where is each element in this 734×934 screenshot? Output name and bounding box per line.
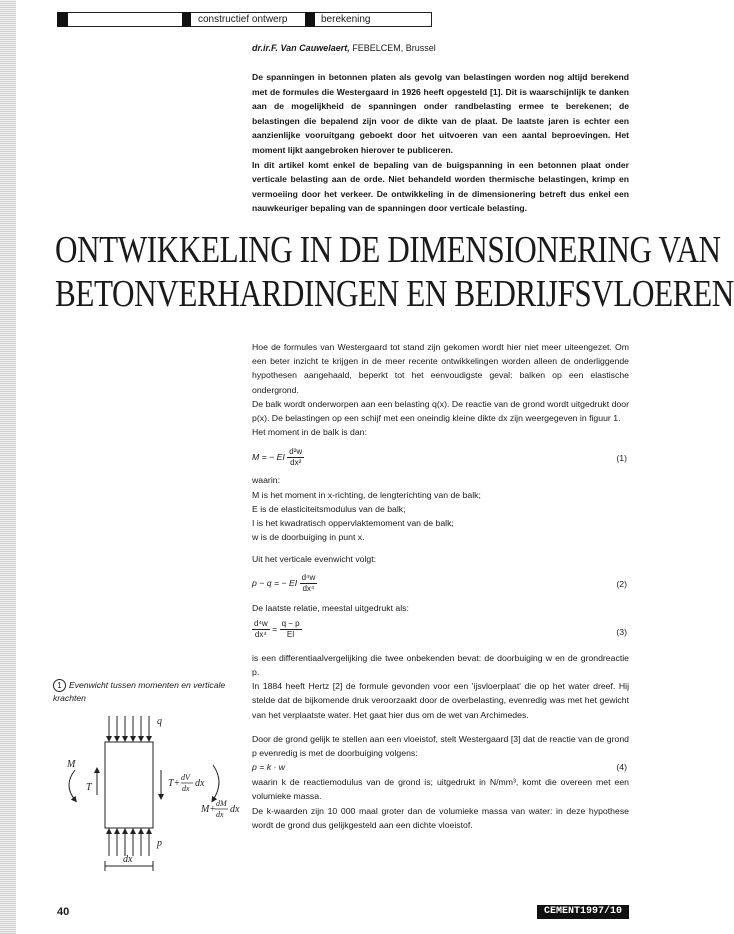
- label-p: p: [157, 838, 162, 849]
- moment-arrow-right: [213, 765, 219, 800]
- definition-item: E is de elasticiteitsmodulus van de balk;: [252, 503, 406, 514]
- section-header-bar: [57, 12, 432, 27]
- definition-item: w is de doorbuiging in punt x.: [252, 532, 365, 543]
- label-dx: dx: [195, 778, 205, 789]
- body-paragraph: In 1884 heeft Hertz [2] de formule gevonden voor een 'ijsvloerplaat' die op het water dreef. Hij stelde dat de bijkomende druk veroorzaakt door de overbelasting, evenredig was met het gewicht van het verplaatste water. Het gaat hier dus om de wet van Archimedes.: [252, 681, 629, 720]
- figure-caption-text: Evenwicht tussen momenten en verticale krachten: [53, 680, 226, 703]
- equation-equals: =: [272, 623, 278, 634]
- equation-numerator: q − p: [281, 618, 300, 628]
- intro-paragraph: De spanningen in betonnen platen als gevolg van belastingen worden nog altijd berekend met de formules die Westergaard in 1926 heeft opgesteld [1]. Dit is waarschijnlijk te danken aan de mogelijkheid de spanningen onder randbelasting ermee te berekenen; de belastingen die bepalend zijn voor de dikte van de plaat. De laatste jaren is echter een aanzienlijke vooruitgang geboekt door het uitvoeren van een aantal beproevingen. Het moment lijkt aangebroken hierover te publiceren.: [252, 72, 629, 155]
- header-block: [182, 12, 191, 27]
- equation-denominator: EI: [286, 629, 295, 639]
- label-dx: dx: [230, 804, 240, 815]
- figure-caption: [53, 679, 243, 705]
- equation-denominator: dx⁴: [254, 629, 267, 639]
- reaction-arrows-p: [109, 831, 149, 856]
- definition-item: I is het kwadratisch oppervlaktemoment van de balk;: [252, 518, 454, 529]
- figure-number: 1: [53, 679, 66, 692]
- equation-2: [252, 567, 629, 601]
- definition-item: M is het moment in x-richting, de lengterichting van de balk;: [252, 489, 481, 500]
- author-line: [252, 43, 436, 53]
- equation-numerator: d⁴w: [254, 618, 268, 628]
- equation-denominator: dx⁴: [302, 583, 315, 593]
- intro-paragraph: In dit artikel komt enkel de bepaling van de buigspanning in een betonnen plaat onder verticale belasting aan de orde. Niet behandeld worden thermische belastingen, krimp en vermoeiing door het verkeer. De ontwikkeling in de dimensionering betreft dus enkel een nauwkeuriger bepaling van de spanningen door verticale belasting.: [252, 159, 629, 214]
- header-section-1: constructief ontwerp: [198, 14, 288, 25]
- header-block: [305, 12, 315, 27]
- body-paragraph: Hoe de formules van Westergaard tot stand zijn gekomen wordt hier niet meer uiteengezet. Om een beter inzicht te krijgen in de meer recente ontwikkelingen worden alleen de onderliggende hypothesen aangehaald, beperkt tot het eenvoudigste geval: balken op een elastische ondergrond.: [252, 342, 629, 395]
- body-paragraph: is een differentiaalvergelijking die twee onbekenden bevat: de doorbuiging w en de grondreactie p.: [252, 652, 629, 678]
- equation-numerator: d⁴w: [301, 572, 316, 582]
- label-dM: dM: [216, 799, 227, 808]
- article-title-line: ONTWIKKELING IN DE DIMENSIONERING VAN: [55, 229, 721, 271]
- definitions-list: [252, 488, 629, 545]
- label-dx: dx: [216, 810, 224, 819]
- body-paragraph: Door de grond gelijk te stellen aan een vloeistof, stelt Westergaard [3] dat de reactie van de grond p evenredig is met de doorbuiging volgens:: [252, 733, 629, 759]
- label-M-plus: M+: [201, 804, 217, 815]
- equation-number: (1): [616, 453, 627, 464]
- magazine-issue-badge: CEMENT1997/10: [537, 905, 629, 919]
- equation-1: [252, 439, 629, 473]
- page-edge-texture: [0, 0, 16, 934]
- body-paragraph: waarin k de reactiemodulus van de grond is; uitgedrukt in N/mm³, komt die overeen met een volumieke massa.: [252, 777, 629, 802]
- article-body: [252, 340, 629, 832]
- equation-3: [252, 615, 629, 651]
- figure-beam-diagram: [55, 710, 245, 880]
- label-q: q: [157, 716, 162, 727]
- author-affiliation: FEBELCEM, Brussel: [352, 43, 436, 53]
- label-dx: dx: [182, 784, 190, 793]
- equation-number: (2): [616, 578, 627, 589]
- body-paragraph: De balk wordt onderworpen aan een belasting q(x). De reactie van de grond wordt uitgedrukt door p(x). De belastingen op een schijf met een oneindig kleine dikte dx zijn weergegeven in figuur 1.: [252, 398, 629, 424]
- body-paragraph: De k-waarden zijn 10 000 maal groter dan de volumieke massa van water: in deze hypothese wordt de grond dus gelijkgesteld aan een dichte vloeistof.: [252, 805, 629, 830]
- label-T-plus: T+: [168, 778, 181, 789]
- load-arrows-q: [109, 716, 149, 739]
- equation-denominator: dx²: [290, 458, 302, 468]
- header-section-2: berekening: [321, 14, 371, 25]
- equation-numerator: d²w: [289, 447, 303, 457]
- body-paragraph: waarin:: [252, 475, 281, 486]
- equation-lhs: M = − EI: [252, 452, 285, 463]
- body-paragraph: Het moment in de balk is dan:: [252, 427, 367, 438]
- equation-number: (3): [616, 626, 627, 637]
- equation-4: [252, 760, 629, 775]
- author-name: dr.ir.F. Van Cauwelaert,: [252, 43, 350, 53]
- page-number: 40: [57, 906, 70, 918]
- moment-arrow-left: [69, 770, 75, 800]
- article-title-line: BETONVERHARDINGEN EN BEDRIJFSVLOEREN: [55, 273, 734, 315]
- label-T: T: [86, 782, 92, 793]
- header-block: [57, 12, 68, 27]
- body-paragraph: De laatste relatie, meestal uitgedrukt als:: [252, 602, 409, 613]
- intro-abstract: [252, 70, 629, 216]
- equation-lhs: p = k · w: [252, 762, 286, 773]
- beam-element: [105, 742, 153, 828]
- label-dx-bottom: dx: [123, 854, 133, 865]
- body-paragraph: Uit het verticale evenwicht volgt:: [252, 554, 377, 565]
- equation-number: (4): [616, 762, 627, 773]
- label-dV: dV: [181, 773, 190, 782]
- label-M: M: [67, 759, 76, 770]
- equation-lhs: p − q = − EI: [252, 577, 298, 588]
- article-title: [55, 228, 734, 316]
